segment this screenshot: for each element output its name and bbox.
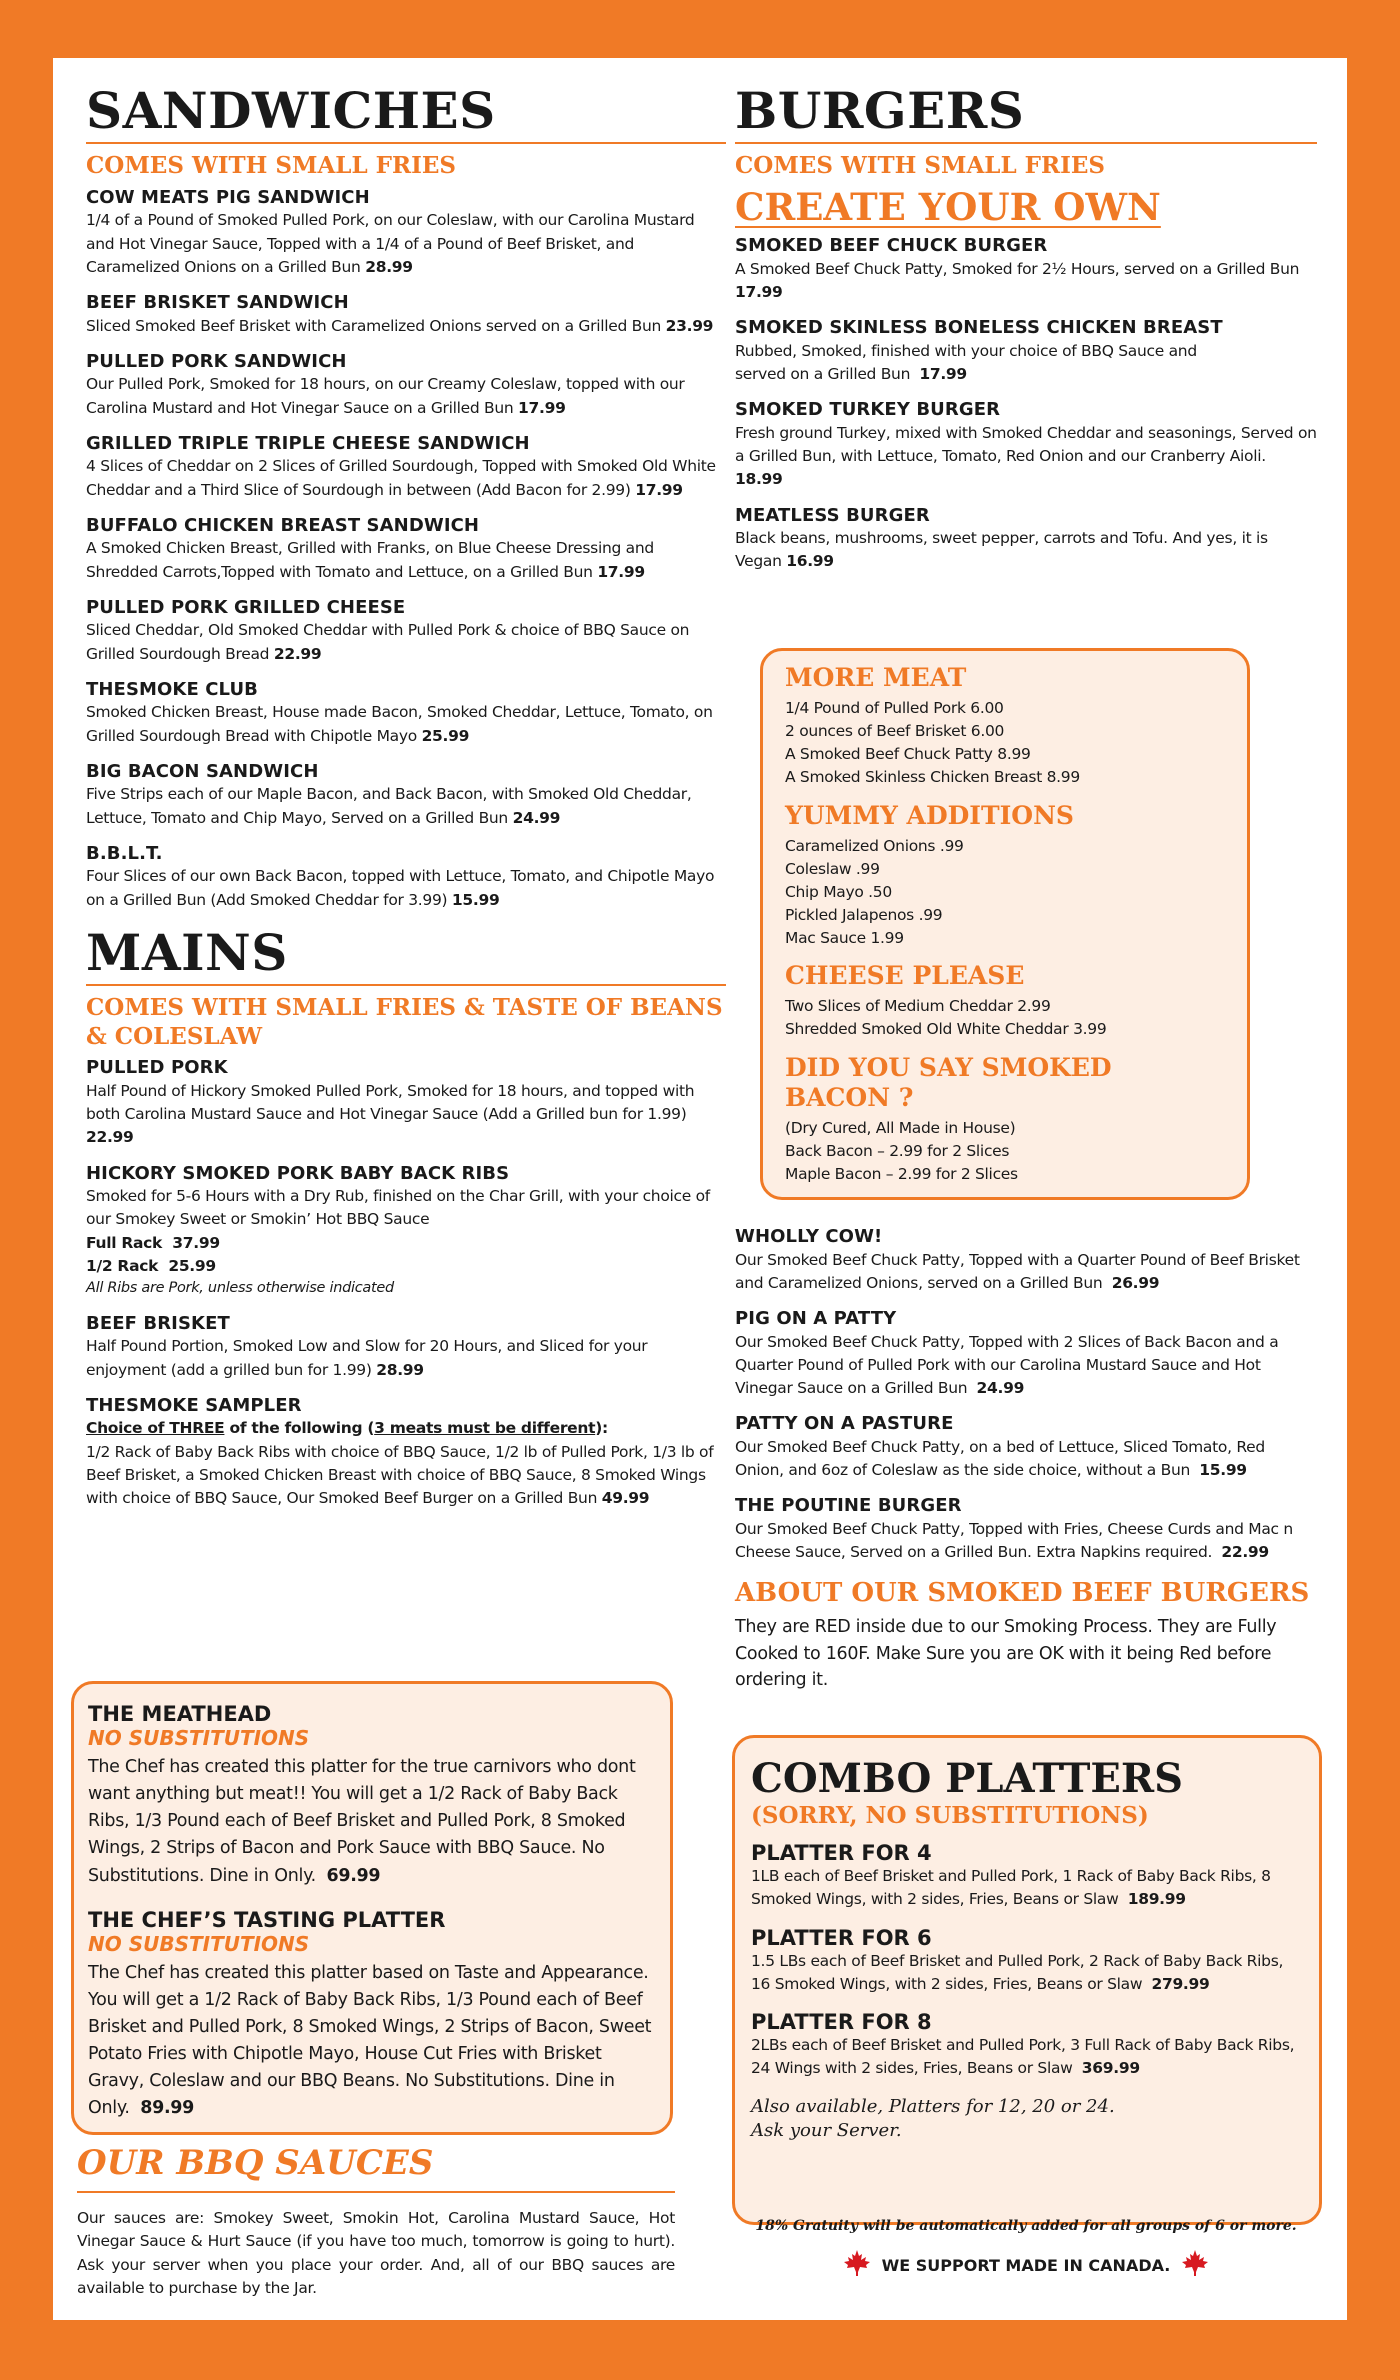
menu-item: [86, 761, 726, 830]
menu-item: [86, 1163, 726, 1300]
item-desc: 4 Slices of Cheddar on 2 Slices of Grilled Sourdough, Topped with Smoked Old White Cheddar and a Third Slice of Sourdough in between (Add Bacon for 2.99) 17.99: [86, 457, 716, 499]
item-name: MEATLESS BURGER: [735, 504, 930, 526]
combo-title: COMBO PLATTERS: [751, 1755, 1184, 1802]
menu-item: [735, 1226, 1317, 1295]
menu-item: [735, 317, 1317, 386]
item-name: PULLED PORK GRILLED CHEESE: [86, 596, 406, 618]
combo-box: [732, 1735, 1322, 2225]
item-name: PULLED PORK: [86, 1057, 228, 1079]
item-desc: Half Pound Portion, Smoked Low and Slow for 20 Hours, and Sliced for your enjoyment (add a grilled bun for 1.99) 28.99: [86, 1337, 648, 1379]
item-desc: Sliced Smoked Beef Brisket with Caramelized Onions served on a Grilled Bun 23.99: [86, 316, 714, 335]
item-price: 22.99: [273, 644, 322, 663]
platter-desc: 1LB each of Beef Brisket and Pulled Pork, 1 Rack of Baby Back Ribs, 8 Smoked Wings, with 2 sides, Fries, Beans or Slaw 189.99: [751, 1867, 1271, 1909]
item-desc: Our Smoked Beef Chuck Patty, Topped with 2 Slices of Back Bacon and a Quarter Pound of Pulled Pork with our Carolina Mustard Sauce and Hot Vinegar Sauce on a Grilled Bun 24.99: [735, 1332, 1279, 1397]
yummy-title: YUMMY ADDITIONS: [785, 800, 1074, 830]
item-price: 17.99: [635, 480, 683, 499]
item-price: 26.99: [1111, 1273, 1160, 1292]
burgers-title: BURGERS: [735, 81, 1025, 140]
item-name: HICKORY SMOKED PORK BABY BACK RIBS: [86, 1162, 510, 1184]
box-line: (Dry Cured, All Made in House): [785, 1119, 1016, 1138]
divider: [86, 984, 726, 986]
item-price: 25.99: [421, 726, 470, 745]
item-desc: 1/2 Rack of Baby Back Ribs with choice of BBQ Sauce, 1/2 lb of Pulled Pork, 1/3 lb of Beef Brisket, a Smoked Chicken Breast with choice of BBQ Sauce, 8 Smoked Wings with choice of BBQ Sauce, Our Smoked Beef Burger on a Grilled Bun 49.99: [86, 1442, 714, 1507]
bacon-title: DID YOU SAY SMOKED BACON ?: [785, 1053, 1112, 1113]
bbq-sauces-text: Our sauces are: Smokey Sweet, Smokin Hot, Carolina Mustard Sauce, Hot Vinegar Sauce & Hurt Sauce (if you have too much, tomorrow is going to hurt). Ask your server when you place your order. And, all of our BBQ sauces are available to purchase by the Jar.: [77, 2209, 675, 2297]
platter-price: 279.99: [1151, 1974, 1210, 1993]
item-name: BEEF BRISKET: [86, 1312, 230, 1334]
menu-item: [86, 351, 726, 420]
mains-title: MAINS: [86, 922, 288, 982]
item-desc: Five Strips each of our Maple Bacon, and Back Bacon, with Smoked Old Cheddar, Lettuce, Tomato and Chip Mayo, Served on a Grilled Bun 24.99: [86, 785, 692, 827]
box-line: Maple Bacon – 2.99 for 2 Slices: [785, 1165, 1018, 1184]
maple-leaf-icon: [1180, 2248, 1210, 2283]
combo-subtitle: (SORRY, NO SUBSTITUTIONS): [751, 1802, 1149, 1829]
item-desc: Black beans, mushrooms, sweet pepper, carrots and Tofu. And yes, it is Vegan 16.99: [735, 529, 1268, 571]
gratuity-note: 18% Gratuity will be automatically added for all groups of 6 or more.: [755, 2218, 1297, 2234]
meathead-price: 69.99: [326, 1865, 381, 1886]
menu-item: [86, 1395, 726, 1511]
create-your-own-heading: CREATE YOUR OWN: [735, 184, 1161, 229]
item-name: THE POUTINE BURGER: [735, 1495, 962, 1517]
combo-note-1: Also available, Platters for 12, 20 or 24.: [751, 2095, 1115, 2117]
more-meat-title: MORE MEAT: [785, 663, 967, 692]
item-name: SMOKED SKINLESS BONELESS CHICKEN BREAST: [735, 317, 1223, 339]
menu-item: [735, 235, 1317, 304]
box-line: A Smoked Skinless Chicken Breast 8.99: [785, 767, 1080, 786]
item-desc: Half Pound of Hickory Smoked Pulled Pork, Smoked for 18 hours, and topped with both Carolina Mustard Sauce and Hot Vinegar Sauce (Add a Grilled bun for 1.99) 22.99: [86, 1081, 695, 1147]
item-price: 28.99: [365, 257, 413, 276]
item-price: 49.99: [601, 1489, 650, 1507]
menu-page: [53, 58, 1347, 2320]
platter-price: 369.99: [1081, 2059, 1140, 2078]
item-desc: Our Smoked Beef Chuck Patty, Topped with a Quarter Pound of Beef Brisket and Caramelized Onions, served on a Grilled Bun 26.99: [735, 1250, 1300, 1292]
menu-item: [735, 505, 1317, 574]
left-column: [86, 83, 726, 1523]
menu-item: [735, 1308, 1317, 1400]
box-line: 2 ounces of Beef Brisket 6.00: [785, 721, 1005, 740]
item-name: THESMOKE CLUB: [86, 678, 259, 700]
item-price: 22.99: [86, 1128, 134, 1147]
maple-leaf-icon: [842, 2248, 872, 2283]
tasting-desc: The Chef has created this platter based on Taste and Appearance. You will get a 1/2 Rack of Baby Back Ribs, 1/3 Pound each of Beef Brisket and Pulled Pork, 8 Smoked Wings, 2 Strips of Bacon, Sweet Potato Fries with Chipotle Mayo, House Cut Fries with Brisket Gravy, Coleslaw and our BBQ Beans. No Substitutions. Dine in Only. 89.99: [88, 1962, 652, 2119]
meathead-title: THE MEATHEAD: [88, 1702, 272, 1726]
menu-item: [735, 1495, 1317, 1564]
box-line: Mac Sauce 1.99: [785, 928, 904, 947]
item-desc: 1/4 of a Pound of Smoked Pulled Pork, on our Coleslaw, with our Carolina Mustard and Hot Vinegar Sauce, Topped with a 1/4 of a Pound of Beef Brisket, and Caramelized Onions on a Grilled Bun 28.99: [86, 211, 695, 276]
item-price: 17.99: [919, 365, 967, 384]
platter-desc: 2LBs each of Beef Brisket and Pulled Pork, 3 Full Rack of Baby Back Ribs, 24 Wings with 2 sides, Fries, Beans or Slaw 369.99: [751, 2036, 1295, 2078]
item-price: 16.99: [786, 552, 834, 571]
item-name: SMOKED TURKEY BURGER: [735, 399, 1001, 421]
box-line: Two Slices of Medium Cheddar 2.99: [785, 997, 1051, 1016]
mains-subtitle: COMES WITH SMALL FRIES & TASTE OF BEANS & COLESLAW: [86, 993, 723, 1050]
box-line: Pickled Jalapenos .99: [785, 905, 943, 924]
item-name: BIG BACON SANDWICH: [86, 760, 319, 782]
menu-item: [86, 515, 726, 584]
item-desc: Smoked Chicken Breast, House made Bacon, Smoked Cheddar, Lettuce, Tomato, on Grilled Sourdough Bread with Chipotle Mayo 25.99: [86, 703, 713, 745]
menu-item: [735, 1413, 1317, 1482]
right-column: [735, 83, 1317, 587]
about-text: They are RED inside due to our Smoking Process. They are Fully Cooked to 160F. Make Sure you are OK with it being Red before ordering it.: [735, 1617, 1277, 1690]
menu-item: [86, 292, 726, 338]
item-desc: Four Slices of our own Back Bacon, topped with Lettuce, Tomato, and Chipotle Mayo on a Grilled Bun (Add Smoked Cheddar for 3.99) 15.99: [86, 867, 715, 909]
meathead-box: [71, 1681, 673, 2135]
tasting-title: THE CHEF’S TASTING PLATTER: [88, 1907, 446, 1932]
item-price: 22.99: [1221, 1543, 1269, 1561]
item-desc: Rubbed, Smoked, finished with your choice of BBQ Sauce and served on a Grilled Bun 17.99: [735, 341, 1197, 384]
sampler-choice: Choice of THREE of the following (3 meats must be different):: [86, 1419, 608, 1438]
menu-item: [86, 433, 726, 502]
platter-desc: 1.5 LBs each of Beef Brisket and Pulled Pork, 2 Rack of Baby Back Ribs, 16 Smoked Wings, with 2 sides, Fries, Beans or Slaw 279.99: [751, 1951, 1284, 1993]
burgers-subtitle: COMES WITH SMALL FRIES: [735, 152, 1105, 179]
item-desc: A Smoked Chicken Breast, Grilled with Franks, on Blue Cheese Dressing and Shredded Carrots,Topped with Tomato and Lettuce, on a Grilled Bun 17.99: [86, 539, 654, 581]
item-name: COW MEATS PIG SANDWICH: [86, 186, 370, 208]
item-price: 23.99: [665, 316, 714, 335]
platter-name: PLATTER FOR 8: [751, 2010, 932, 2034]
menu-item: [86, 679, 726, 748]
combo-note-2: Ask your Server.: [751, 2119, 902, 2141]
divider: [735, 142, 1317, 144]
item-desc: Fresh ground Turkey, mixed with Smoked Cheddar and seasonings, Served on a Grilled Bun, with Lettuce, Tomato, Red Onion and our Cranberry Aioli. 18.99: [735, 423, 1317, 489]
menu-item: [86, 843, 726, 912]
item-name: PIG ON A PATTY: [735, 1308, 897, 1329]
item-name: B.B.L.T.: [86, 842, 163, 864]
box-line: A Smoked Beef Chuck Patty 8.99: [785, 744, 1031, 763]
item-price: 15.99: [451, 890, 500, 909]
ribs-note: All Ribs are Pork, unless otherwise indicated: [86, 1280, 394, 1296]
sandwiches-title: SANDWICHES: [86, 81, 496, 140]
item-price: 17.99: [735, 283, 783, 302]
made-in-canada: [735, 2248, 1317, 2283]
item-name: BEEF BRISKET SANDWICH: [86, 292, 349, 313]
item-desc: A Smoked Beef Chuck Patty, Smoked for 2½ Hours, served on a Grilled Bun 17.99: [735, 259, 1300, 302]
item-desc: Our Smoked Beef Chuck Patty, Topped with Fries, Cheese Curds and Mac n Cheese Sauce, Served on a Grilled Bun. Extra Napkins required. 22.99: [735, 1519, 1293, 1561]
tasting-price: 89.99: [140, 2098, 195, 2119]
menu-item: [86, 187, 726, 279]
sandwiches-subtitle: COMES WITH SMALL FRIES: [86, 152, 456, 179]
item-name: BUFFALO CHICKEN BREAST SANDWICH: [86, 514, 480, 536]
item-price: 17.99: [597, 562, 645, 581]
item-name: WHOLLY COW!: [735, 1226, 883, 1247]
meathead-desc: The Chef has created this platter for the true carnivors who dont want anything but meat!! You will get a 1/2 Rack of Baby Back Ribs, 1/3 Pound each of Beef Brisket and Pulled Pork, 8 Smoked Wings, 2 Strips of Bacon and Pork Sauce with BBQ Sauce. No Substitutions. Dine in Only. 69.99: [88, 1757, 636, 1886]
made-in-canada-text: WE SUPPORT MADE IN CANADA.: [881, 2256, 1171, 2275]
item-name: GRILLED TRIPLE TRIPLE CHEESE SANDWICH: [86, 432, 530, 454]
item-price: 17.99: [518, 398, 566, 417]
item-price: 18.99: [735, 470, 783, 489]
item-desc: Smoked for 5-6 Hours with a Dry Rub, finished on the Char Grill, with your choice of our Smokey Sweet or Smokin’ Hot BBQ Sauce: [86, 1187, 710, 1229]
bbq-sauces-title: OUR BBQ SAUCES: [77, 2143, 434, 2183]
box-line: 1/4 Pound of Pulled Pork 6.00: [785, 699, 1004, 717]
tasting-nosub: NO SUBSTITUTIONS: [88, 1931, 310, 1956]
item-desc: Our Pulled Pork, Smoked for 18 hours, on our Creamy Coleslaw, topped with our Carolina Mustard and Hot Vinegar Sauce on a Grilled Bun 17.99: [86, 375, 685, 417]
extras-box: [760, 648, 1250, 1200]
meathead-nosub: NO SUBSTITUTIONS: [88, 1726, 310, 1750]
box-line: Chip Mayo .50: [785, 882, 892, 901]
item-desc: Sliced Cheddar, Old Smoked Cheddar with Pulled Pork & choice of BBQ Sauce on Grilled Sourdough Bread 22.99: [86, 621, 690, 663]
full-rack-price: Full Rack 37.99: [86, 1233, 220, 1252]
item-price: 24.99: [512, 808, 561, 827]
about-title: ABOUT OUR SMOKED BEEF BURGERS: [735, 1578, 1310, 1609]
box-line: Shredded Smoked Old White Cheddar 3.99: [785, 1020, 1107, 1039]
item-name: THESMOKE SAMPLER: [86, 1394, 302, 1416]
box-line: Coleslaw .99: [785, 859, 880, 878]
item-price: 15.99: [1199, 1461, 1247, 1479]
platter-price: 189.99: [1127, 1890, 1186, 1909]
item-price: 28.99: [376, 1360, 424, 1379]
platter-name: PLATTER FOR 4: [751, 1841, 932, 1865]
item-name: SMOKED BEEF CHUCK BURGER: [735, 235, 1048, 257]
divider: [77, 2191, 675, 2193]
menu-item: [86, 1057, 726, 1149]
platter-name: PLATTER FOR 6: [751, 1925, 932, 1950]
menu-item: [735, 399, 1317, 491]
half-rack-price: 1/2 Rack 25.99: [86, 1256, 216, 1275]
menu-item: [86, 597, 726, 666]
more-burgers: [735, 1226, 1317, 1693]
bbq-sauces-section: [77, 2143, 675, 2300]
item-desc: Our Smoked Beef Chuck Patty, on a bed of Lettuce, Sliced Tomato, Red Onion, and 6oz of Coleslaw as the side choice, without a Bun 15.99: [735, 1437, 1265, 1479]
footer: [735, 2218, 1317, 2283]
box-line: Caramelized Onions .99: [785, 836, 964, 855]
cheese-title: CHEESE PLEASE: [785, 961, 1025, 991]
box-line: Back Bacon – 2.99 for 2 Slices: [785, 1142, 1010, 1161]
menu-item: [86, 1313, 726, 1382]
divider: [86, 142, 726, 144]
item-name: PATTY ON A PASTURE: [735, 1413, 954, 1435]
item-name: PULLED PORK SANDWICH: [86, 350, 347, 372]
item-price: 24.99: [976, 1379, 1025, 1397]
